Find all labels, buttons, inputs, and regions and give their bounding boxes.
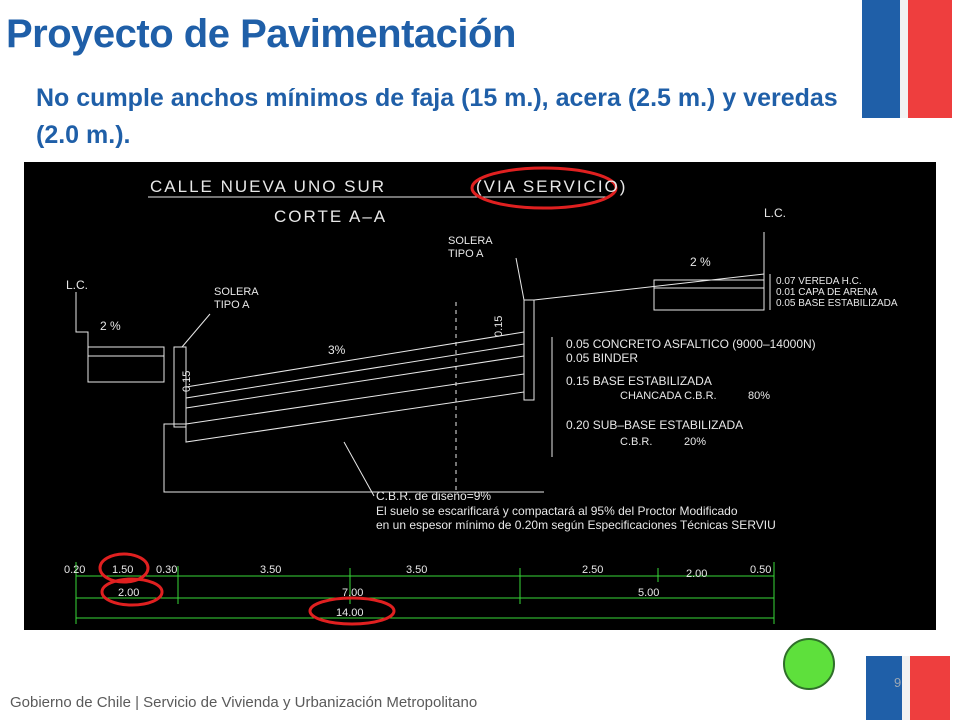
road-layer-line-1	[186, 344, 524, 398]
cad-cross-section-drawing	[24, 162, 936, 630]
flag-white-stripe	[900, 0, 908, 118]
road-layer-3-detail: CHANCADA C.B.R.	[620, 390, 717, 402]
slope-right: 2 %	[690, 255, 711, 269]
chile-flag-logo-bottom	[866, 656, 950, 720]
dim-3-50-right: 3.50	[406, 564, 428, 576]
slide-title: Proyecto de Pavimentación	[6, 12, 516, 56]
lc-label-right: L.C.	[764, 206, 787, 220]
road-layer-4-value: 20%	[684, 436, 707, 448]
curb-height-right: 0.15	[493, 315, 505, 337]
road-layer-3: 0.15 BASE ESTABILIZADA	[566, 374, 712, 388]
dim-2-00: 2.00	[686, 568, 708, 580]
sidewalk-layer-3: 0.05 BASE ESTABILIZADA	[776, 298, 898, 309]
slide-subtitle: No cumple anchos mínimos de faja (15 m.), acera (2.5 m.) y veredas (2.0 m.).	[36, 84, 838, 149]
road-layer-3-value: 80%	[748, 390, 771, 402]
footer-text: Gobierno de Chile | Servicio de Vivienda y Urbanización Metropolitano	[10, 694, 478, 711]
slope-road: 3%	[328, 343, 346, 357]
road-layer-2: 0.05 BINDER	[566, 351, 639, 365]
solera-right-line2: TIPO A	[448, 248, 484, 260]
cbr-leader	[344, 442, 374, 496]
curb-height-left: 0.15	[181, 370, 193, 392]
dim-1-50: 1.50	[112, 564, 134, 576]
dim-7-00: 7.00	[342, 587, 364, 599]
dim-0-30: 0.30	[156, 564, 178, 576]
solera-right-line1: SOLERA	[448, 235, 493, 247]
dim-2-00-sidewalk: 2.00	[118, 587, 140, 599]
dim-5-00: 5.00	[638, 587, 660, 599]
road-layer-4: 0.20 SUB–BASE ESTABILIZADA	[566, 418, 744, 432]
dim-0-50: 0.50	[750, 564, 772, 576]
right-sidewalk-top	[534, 274, 764, 300]
solera-right-leader	[516, 258, 524, 300]
flag-white-stripe	[902, 656, 910, 720]
solera-left-line2: TIPO A	[214, 299, 250, 311]
note-soil-2: en un espesor mínimo de 0.20m según Especificaciones Técnicas SERVIU	[376, 518, 776, 532]
solera-left-leader	[182, 314, 210, 347]
slope-left: 2 %	[100, 319, 121, 333]
drawing-heading-highlight: (VIA SERVICIO)	[476, 177, 628, 196]
drawing-section: CORTE A–A	[274, 207, 388, 226]
dim-2-50: 2.50	[582, 564, 604, 576]
cad-svg	[24, 162, 936, 630]
note-soil-1: El suelo se escarificará y compactará al 95% del Proctor Modificado	[376, 504, 738, 518]
page-number: 9	[894, 675, 902, 690]
sidewalk-layer-1: 0.07 VEREDA H.C.	[776, 276, 862, 287]
dim-0-20: 0.20	[64, 564, 86, 576]
chile-flag-logo-top	[862, 0, 952, 118]
road-pavement-body	[186, 332, 524, 442]
road-layer-1: 0.05 CONCRETO ASFALTICO (9000–14000N)	[566, 337, 816, 351]
drawing-heading: CALLE NUEVA UNO SUR	[150, 177, 387, 196]
flag-red-stripe	[908, 0, 952, 118]
note-cbr: C.B.R. de diseño=9%	[376, 489, 492, 503]
left-sidewalk-outline	[76, 292, 164, 382]
left-sidewalk-layers	[88, 347, 164, 382]
flag-blue-stripe	[862, 0, 900, 118]
dim-3-50-left: 3.50	[260, 564, 282, 576]
road-layer-4-detail: C.B.R.	[620, 436, 653, 448]
flag-red-stripe	[910, 656, 950, 720]
green-status-dot	[783, 638, 835, 690]
lc-label-left: L.C.	[66, 278, 89, 292]
dim-14-00: 14.00	[336, 607, 364, 619]
sidewalk-layer-2: 0.01 CAPA DE ARENA	[776, 287, 878, 298]
solera-left-line1: SOLERA	[214, 286, 259, 298]
right-curb	[524, 300, 534, 400]
road-foundation-outline	[164, 424, 544, 492]
